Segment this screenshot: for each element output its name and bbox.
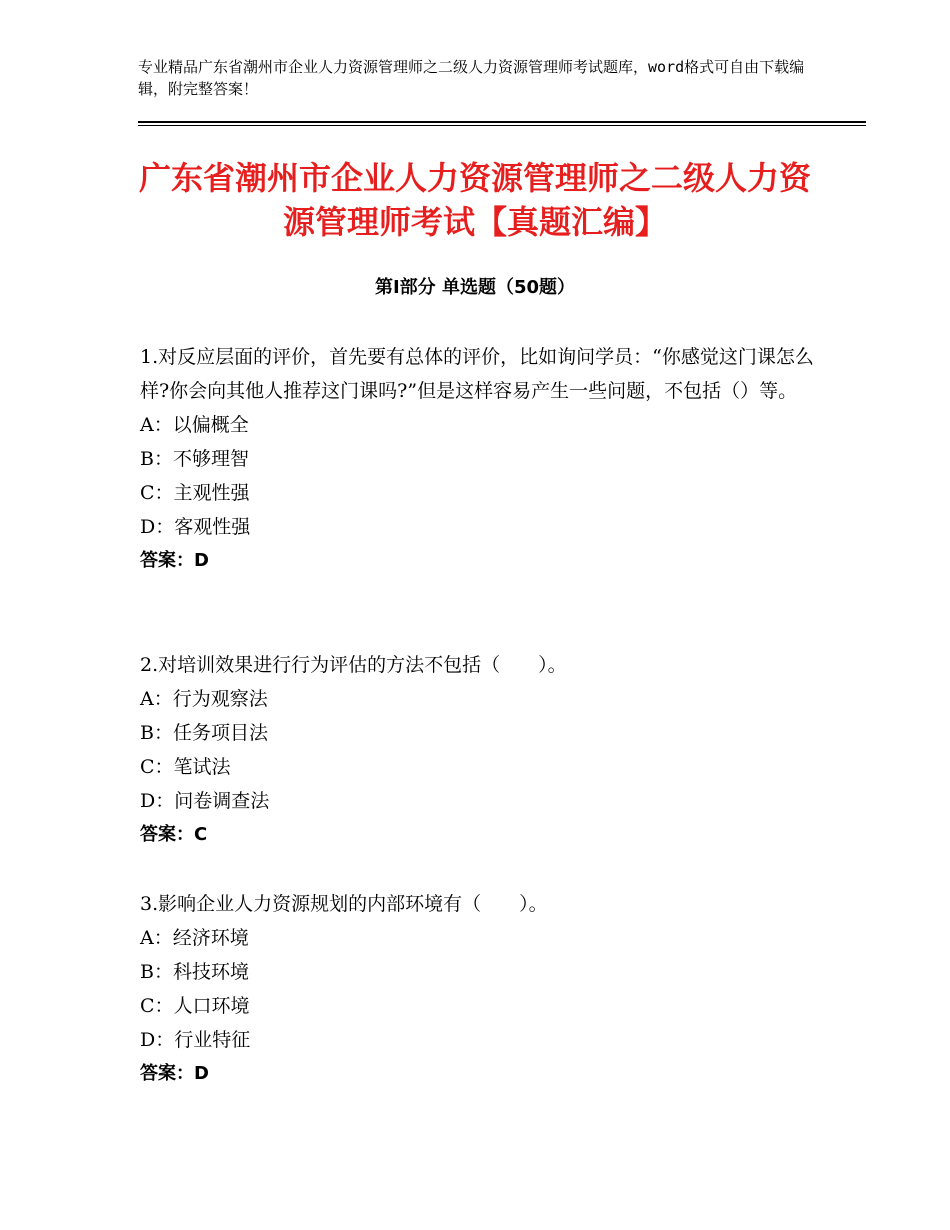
option-d: D：问卷调查法 (140, 790, 270, 812)
document-title: 广东省潮州市企业人力资源管理师之二级人力资源管理师考试【真题汇编】 (138, 159, 811, 241)
header-rule-thick (138, 121, 866, 123)
question-3 (140, 887, 820, 1091)
option-c: C：人口环境 (140, 995, 250, 1017)
option-a: A：行为观察法 (140, 688, 268, 710)
option-d: D：客观性强 (140, 516, 251, 538)
question-stem: 2.对培训效果进行行为评估的方法不包括（ ）。 (140, 654, 567, 676)
option-c: C：主观性强 (140, 482, 250, 504)
option-b: B：任务项目法 (140, 722, 268, 744)
answer-label: 答案：D (140, 550, 209, 571)
header-note: 专业精品广东省潮州市企业人力资源管理师之二级人力资源管理师考试题库，word格式可自由下载编辑，附完整答案！ (138, 58, 805, 98)
answer-label: 答案：C (140, 824, 208, 845)
option-c: C：笔试法 (140, 756, 231, 778)
question-2 (140, 648, 820, 852)
option-a: A：经济环境 (140, 927, 249, 949)
section-title: 第Ⅰ部分 单选题（50题） (374, 277, 575, 298)
option-d: D：行业特征 (140, 1029, 251, 1051)
option-b: B：不够理智 (140, 448, 249, 470)
option-a: A：以偏概全 (140, 414, 249, 436)
question-stem: 1.对反应层面的评价，首先要有总体的评价，比如询问学员：“你感觉这门课怎么样?你会向其他人推荐这门课吗?”但是这样容易产生一些问题，不包括（）等。 (140, 346, 814, 402)
header-rule-thin (138, 125, 866, 126)
question-stem: 3.影响企业人力资源规划的内部环境有（ ）。 (140, 893, 548, 915)
answer-label: 答案：D (140, 1063, 209, 1084)
question-1 (140, 340, 820, 578)
option-b: B：科技环境 (140, 961, 249, 983)
